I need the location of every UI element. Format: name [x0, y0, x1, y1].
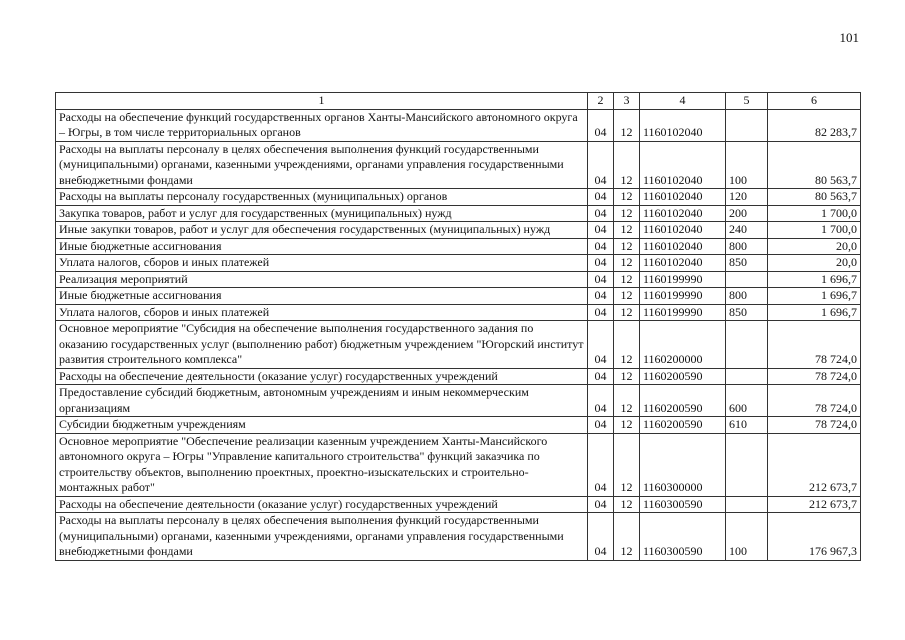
row-section-cell: 04 [588, 385, 614, 417]
row-section-cell: 04 [588, 141, 614, 189]
row-expense-type-cell [726, 496, 768, 513]
row-subsection-cell: 12 [614, 513, 640, 561]
row-expense-type-cell [726, 321, 768, 369]
row-target-article-cell: 1160102040 [640, 255, 726, 272]
row-section-cell: 04 [588, 205, 614, 222]
row-name-cell: Расходы на выплаты персоналу в целях обеспечения выполнения функций государственными (муниципальными) органами, казенными учреждениями, органами управления государственными внебюджетными фондами [56, 141, 588, 189]
row-section-cell: 04 [588, 255, 614, 272]
table-row [56, 288, 861, 305]
row-expense-type-cell: 600 [726, 385, 768, 417]
row-amount-cell: 80 563,7 [768, 141, 861, 189]
row-expense-type-cell: 100 [726, 141, 768, 189]
row-subsection-cell: 12 [614, 288, 640, 305]
table-row [56, 385, 861, 417]
row-section-cell: 04 [588, 368, 614, 385]
table-row [56, 417, 861, 434]
row-name-cell: Основное мероприятие "Субсидия на обеспечение выполнения государственного задания по оказанию государственных услуг (выполнению работ) бюджетным учреждением "Югорский институт развития строительного комплекса" [56, 321, 588, 369]
row-section-cell: 04 [588, 496, 614, 513]
row-subsection-cell: 12 [614, 189, 640, 206]
row-target-article-cell: 1160300590 [640, 496, 726, 513]
row-name-cell: Иные закупки товаров, работ и услуг для обеспечения государственных (муниципальных) нужд [56, 222, 588, 239]
row-target-article-cell: 1160102040 [640, 238, 726, 255]
table-row [56, 513, 861, 561]
table-row [56, 205, 861, 222]
row-expense-type-cell [726, 109, 768, 141]
row-amount-cell: 82 283,7 [768, 109, 861, 141]
row-target-article-cell: 1160199990 [640, 304, 726, 321]
row-name-cell: Основное мероприятие "Обеспечение реализации казенным учреждением Ханты-Мансийского автономного округа – Югры "Управление капитального строительства" функций заказчика по строительству объектов, выполнению проектных, проектно-изыскательских и строительно-монтажных работ" [56, 433, 588, 496]
table-row [56, 189, 861, 206]
row-expense-type-cell: 800 [726, 238, 768, 255]
row-section-cell: 04 [588, 271, 614, 288]
table-header-row [56, 93, 861, 110]
row-name-cell: Расходы на обеспечение функций государственных органов Ханты-Мансийского автономного округа – Югры, в том числе территориальных органов [56, 109, 588, 141]
row-section-cell: 04 [588, 513, 614, 561]
row-subsection-cell: 12 [614, 368, 640, 385]
row-subsection-cell: 12 [614, 109, 640, 141]
budget-table [55, 92, 861, 561]
row-amount-cell: 1 700,0 [768, 205, 861, 222]
row-name-cell: Иные бюджетные ассигнования [56, 238, 588, 255]
row-section-cell: 04 [588, 109, 614, 141]
row-name-cell: Закупка товаров, работ и услуг для государственных (муниципальных) нужд [56, 205, 588, 222]
row-name-cell: Расходы на выплаты персоналу в целях обеспечения выполнения функций государственными (муниципальными) органами, казенными учреждениями, органами управления государственными внебюджетными фондами [56, 513, 588, 561]
row-section-cell: 04 [588, 222, 614, 239]
row-name-cell: Расходы на обеспечение деятельности (оказание услуг) государственных учреждений [56, 496, 588, 513]
row-amount-cell: 212 673,7 [768, 433, 861, 496]
row-amount-cell: 78 724,0 [768, 368, 861, 385]
row-section-cell: 04 [588, 189, 614, 206]
row-name-cell: Расходы на выплаты персоналу государственных (муниципальных) органов [56, 189, 588, 206]
row-target-article-cell: 1160102040 [640, 141, 726, 189]
row-expense-type-cell: 800 [726, 288, 768, 305]
row-amount-cell: 1 700,0 [768, 222, 861, 239]
row-expense-type-cell: 850 [726, 255, 768, 272]
row-amount-cell: 20,0 [768, 238, 861, 255]
row-expense-type-cell: 200 [726, 205, 768, 222]
row-subsection-cell: 12 [614, 433, 640, 496]
table-row [56, 238, 861, 255]
row-name-cell: Уплата налогов, сборов и иных платежей [56, 304, 588, 321]
row-target-article-cell: 1160102040 [640, 109, 726, 141]
row-amount-cell: 78 724,0 [768, 417, 861, 434]
table-row [56, 109, 861, 141]
row-amount-cell: 80 563,7 [768, 189, 861, 206]
row-subsection-cell: 12 [614, 255, 640, 272]
row-subsection-cell: 12 [614, 141, 640, 189]
table-row [56, 255, 861, 272]
row-expense-type-cell: 120 [726, 189, 768, 206]
row-target-article-cell: 1160102040 [640, 222, 726, 239]
row-subsection-cell: 12 [614, 496, 640, 513]
row-target-article-cell: 1160199990 [640, 271, 726, 288]
row-target-article-cell: 1160102040 [640, 205, 726, 222]
table-row [56, 222, 861, 239]
table-row [56, 271, 861, 288]
column-header-amount: 6 [768, 93, 861, 110]
row-section-cell: 04 [588, 321, 614, 369]
row-amount-cell: 1 696,7 [768, 271, 861, 288]
row-subsection-cell: 12 [614, 385, 640, 417]
row-subsection-cell: 12 [614, 321, 640, 369]
row-section-cell: 04 [588, 288, 614, 305]
row-section-cell: 04 [588, 433, 614, 496]
row-name-cell: Иные бюджетные ассигнования [56, 288, 588, 305]
table-row [56, 321, 861, 369]
row-target-article-cell: 1160200590 [640, 417, 726, 434]
row-expense-type-cell [726, 368, 768, 385]
column-header-section: 2 [588, 93, 614, 110]
table-row [56, 433, 861, 496]
row-name-cell: Уплата налогов, сборов и иных платежей [56, 255, 588, 272]
row-expense-type-cell: 100 [726, 513, 768, 561]
row-amount-cell: 212 673,7 [768, 496, 861, 513]
column-header-name: 1 [56, 93, 588, 110]
row-expense-type-cell: 610 [726, 417, 768, 434]
table-row [56, 496, 861, 513]
row-expense-type-cell [726, 271, 768, 288]
column-header-target-article: 4 [640, 93, 726, 110]
row-name-cell: Предоставление субсидий бюджетным, автономным учреждениям и иным некоммерческим организациям [56, 385, 588, 417]
row-target-article-cell: 1160199990 [640, 288, 726, 305]
table-row [56, 304, 861, 321]
row-subsection-cell: 12 [614, 304, 640, 321]
row-name-cell: Субсидии бюджетным учреждениям [56, 417, 588, 434]
table-row [56, 141, 861, 189]
row-subsection-cell: 12 [614, 238, 640, 255]
row-amount-cell: 176 967,3 [768, 513, 861, 561]
row-expense-type-cell [726, 433, 768, 496]
row-target-article-cell: 1160300000 [640, 433, 726, 496]
row-section-cell: 04 [588, 417, 614, 434]
row-subsection-cell: 12 [614, 271, 640, 288]
row-amount-cell: 20,0 [768, 255, 861, 272]
row-section-cell: 04 [588, 304, 614, 321]
table-body [56, 109, 861, 560]
row-subsection-cell: 12 [614, 417, 640, 434]
row-amount-cell: 1 696,7 [768, 304, 861, 321]
row-name-cell: Реализация мероприятий [56, 271, 588, 288]
row-amount-cell: 78 724,0 [768, 385, 861, 417]
table-row [56, 368, 861, 385]
row-target-article-cell: 1160200590 [640, 368, 726, 385]
row-subsection-cell: 12 [614, 205, 640, 222]
row-expense-type-cell: 850 [726, 304, 768, 321]
row-target-article-cell: 1160300590 [640, 513, 726, 561]
row-target-article-cell: 1160200590 [640, 385, 726, 417]
column-header-subsection: 3 [614, 93, 640, 110]
row-target-article-cell: 1160200000 [640, 321, 726, 369]
row-target-article-cell: 1160102040 [640, 189, 726, 206]
row-amount-cell: 1 696,7 [768, 288, 861, 305]
page-number: 101 [839, 30, 859, 45]
row-amount-cell: 78 724,0 [768, 321, 861, 369]
row-subsection-cell: 12 [614, 222, 640, 239]
row-name-cell: Расходы на обеспечение деятельности (оказание услуг) государственных учреждений [56, 368, 588, 385]
row-expense-type-cell: 240 [726, 222, 768, 239]
column-header-expense-type: 5 [726, 93, 768, 110]
row-section-cell: 04 [588, 238, 614, 255]
